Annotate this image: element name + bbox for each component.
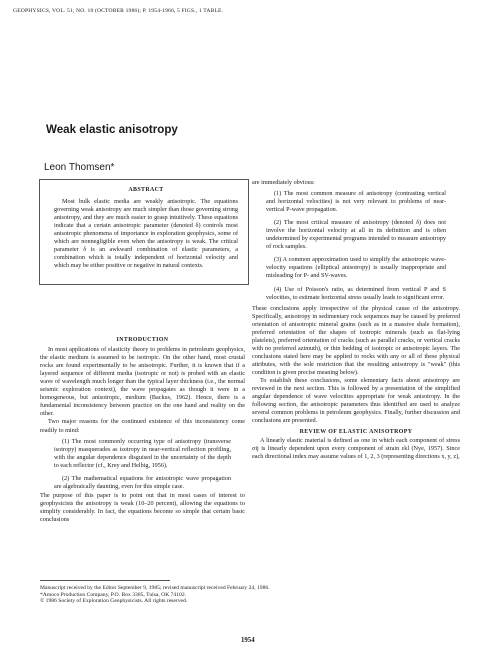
abstract-heading: ABSTRACT	[128, 187, 164, 193]
running-head: GEOPHYSICS, VOL. 51, NO. 10 (OCTOBER 1986); P. 1954-1966, 5 FIGS., 1 TABLE.	[13, 8, 224, 14]
right-item-1-wrap	[252, 190, 460, 214]
right-item-2: (2) The most critical measure of anisotropy (denoted δ) does not involve the horizontal velocity at all in its definition and is often undetermined by experimental programs intended to measure anisotropy of rock samples.	[266, 219, 446, 251]
introduction-heading: INTRODUCTION	[116, 337, 169, 343]
right-paragraph-3: A linearly elastic material is defined as one in which each component of stress σij is linearly dependent upon every component of strain εkl (Nye, 1957). Since each directional index may assume values of 1, 2, 3 (representing directions x, y, z),	[252, 437, 460, 461]
intro-item-1-wrap	[40, 438, 245, 470]
footnote-rule	[40, 580, 170, 581]
right-item-1: (1) The most common measure of anisotropy (contrasting vertical and horizontal velocities) is not very relevant to problems of near-vertical P-wave propagation.	[266, 190, 446, 214]
footnote-copyright: © 1986 Society of Exploration Geophysicists. All rights reserved.	[40, 598, 188, 605]
review-heading: REVIEW OF ELASTIC ANISOTROPY	[299, 429, 413, 436]
right-item-4: (4) Use of Poisson's ratio, as determined from vertical P and S velocities, to estimate horizontal stress usually leads to significant error.	[266, 285, 446, 301]
right-lead-text: are immediately obvious:	[252, 179, 315, 186]
page-number: 1954	[241, 637, 255, 644]
right-paragraph-2: To establish these conclusions, some elementary facts about anisotropy are reviewed in the next section. This is followed by a presentation of the simplified angular dependence of wave velocities appropriate for weak anisotropy. In the following section, the anisotropic parameters thus identified are used to analyze several common problems in petroleum geophysics. Finally, further discussion and conclusions are presented.	[252, 377, 460, 425]
abstract-box	[39, 179, 249, 285]
right-column	[252, 179, 460, 462]
footnote-manuscript: Manuscript received by the Editor September 9, 1985; revised manuscript received February 24, 1986.	[40, 585, 270, 591]
author-name: Leon Thomsen*	[44, 162, 115, 173]
intro-item-2-wrap	[40, 475, 245, 491]
intro-paragraph-1: In most applications of elasticity theory to problems in petroleum geophysics, the elastic medium is assumed to be isotropic. On the other hand, most crustal rocks are found experimentally to be anisotropic. Further, it is known that if a layered sequence of different media (isotropic or not) is probed with an elastic wave of wavelength much longer than the typical layer thickness (i.e., the normal seismic exploration context), the wave propagates as though it were in a homogeneous, but anisotropic, medium (Backus, 1962). Hence, there is a fundamental inconsistency between practice on the one hand and reality on the other.	[40, 346, 245, 418]
intro-paragraph-3: The purpose of this paper is to point out that in most cases of interest to geophysicists the anisotropy is weak (10–20 percent), allowing the equations to simplify considerably. In fact, the equations become so simple that certain basic conclusions	[40, 491, 245, 523]
right-item-3: (3) A common approximation used to simplify the anisotropic wave-velocity equations (elliptical anisotropy) is usually inappropriate and misleading for P- and SV-waves.	[266, 256, 446, 280]
footnote-affiliation: *Amoco Production Company, P.O. Box 3385, Tulsa, OK 74102.	[40, 591, 187, 598]
footnotes	[40, 585, 270, 605]
intro-paragraph-2: Two major reasons for the continued existence of this inconsistency come readily to mind:	[40, 418, 245, 434]
right-item-4-wrap	[252, 286, 460, 302]
article-title: Weak elastic anisotropy	[46, 123, 178, 136]
intro-item-2: (2) The mathematical equations for anisotropic wave propagation are algebraically daunting, even for this simple case.	[54, 474, 231, 490]
right-paragraph-1: These conclusions apply irrespective of the physical cause of the anisotropy. Specifically, anisotropy in sedimentary rock sequences may be caused by preferred orientation of anisotropic mineral grains (such as in a massive shale formation), preferred orientation of the shapes of isotropic minerals (such as flat-lying platelets), preferred orientation of cracks (such as parallel cracks, or vertical cracks with no preferred azimuth), or thin bedding of isotropic or anisotropic layers. The conclusions stated here may be applied to rocks with any or all of these physical attributes, with the sole restriction that the resulting anisotropy is "weak" (this condition is given precise meaning below).	[252, 304, 460, 376]
right-item-3-wrap	[252, 256, 460, 280]
right-item-2-wrap	[252, 219, 460, 251]
left-column	[40, 336, 245, 524]
intro-item-1: (1) The most commonly occurring type of anisotropy (transverse isotropy) masquerades as isotropy in near-vertical reflection profiling, with the angular dependence disguised in the uncertainty of the depth to each reflector (cf., Krey and Helbig, 1956).	[54, 437, 231, 469]
abstract-text: Most bulk elastic media are weakly anisotropic. The equations governing weak anisotropy are much simpler than those governing strong anisotropy, and they are much easier to grasp intuitively. These equations indicate that a certain anisotropic parameter (denoted δ) controls most anisotropic phenomena of importance in exploration geophysics, some of which are nonnegligible even when the anisotropy is weak. The critical parameter δ is an awkward combination of elastic parameters, a combination which is totally independent of horizontal velocity and which may be either positive or negative in natural contexts.	[54, 198, 238, 270]
